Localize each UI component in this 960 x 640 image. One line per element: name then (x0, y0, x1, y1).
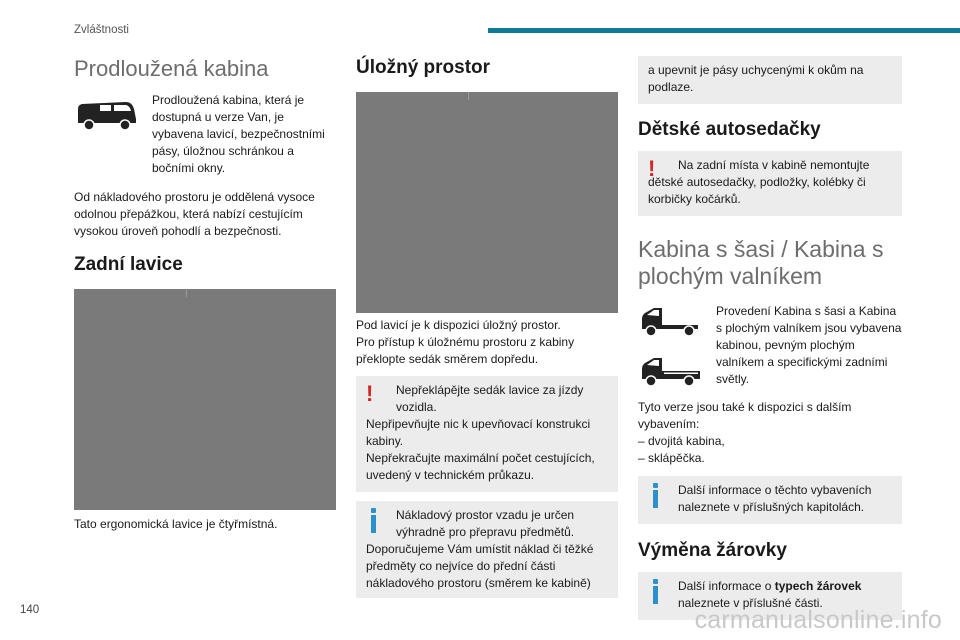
extended-cab-intro (74, 93, 336, 177)
van-icon (74, 97, 152, 138)
partition-paragraph: Od nákladového prostoru je oddělená vysoce odolnou přepážkou, která nabízí cestujícím vysokou úroveň pohodlí a bezpečnosti. (74, 190, 315, 239)
versions-line-2: – dvojitá kabina, (638, 433, 725, 448)
versions-line-1: Tyto verze jsou také k dispozici s dalším vybavením: (638, 399, 852, 431)
storage-photo (356, 92, 618, 313)
warning-text-1: Nepřeklápějte sedák lavice za jízdy vozidla. (396, 382, 584, 414)
info-icon (366, 508, 380, 534)
warning-icon: ! (648, 155, 656, 181)
bulb-types-emphasis: typech žárovek (774, 578, 862, 593)
chassis-info-text: Další informace o těchto vybaveních naleznete v příslušných kapitolách. (678, 482, 872, 514)
cargo-info-box (356, 501, 618, 598)
chassis-icons (638, 305, 716, 389)
page-number: 140 (20, 604, 40, 616)
cargo-info-text-2: Doporučujeme Vám umístit náklad či těžké předměty co nejvíce do přední části nákladového prostoru (směrem ke kabině) (366, 541, 594, 590)
column-3 (638, 52, 902, 620)
child-seat-warning-text: Na zadní místa v kabině nemontujte dětské autosedačky, podložky, kolébky či korbičky kočárků. (648, 157, 870, 206)
info-icon (648, 483, 662, 509)
storage-line-2: Pro přístup k úložnému prostoru z kabiny překlopte sedák směrem dopředu. (356, 334, 575, 366)
storage-line-1: Pod lavicí je k dispozici úložný prostor. (356, 317, 561, 332)
title-chassis-cab: Kabina s šasi / Kabina s plochým valníkem (638, 235, 884, 290)
versions-line-3: – sklápěčka. (638, 450, 705, 465)
title-child-seats: Dětské autosedačky (638, 119, 821, 140)
column-2 (356, 52, 618, 598)
chassis-intro (638, 305, 902, 389)
cargo-info-continued-text: a upevnit je pásy uchycenými k okům na podlaze. (648, 63, 864, 94)
title-bulb-replacement: Výměna žárovky (638, 539, 787, 561)
extended-cab-intro-text: Prodloužená kabina, která je dostupná u verze Van, je vybavena lavicí, bezpečnostními pásy, úložnou schránkou a bočními okny. (152, 93, 325, 176)
chassis-intro-text: Provedení Kabina s šasi a Kabina s plochým valníkem jsou vybavena kabinou, pevným plochým valníkem a specifickými zadními světly. (716, 303, 902, 386)
warning-text-3: Nepřekračujte maximální počet cestujících, uvedený v technickém průkazu. (366, 450, 595, 482)
column-1 (74, 52, 336, 533)
flatbed-truck-icon (638, 355, 702, 389)
bulb-info-suffix: naleznete v příslušné části. (678, 595, 823, 610)
cargo-info-text-1: Nákladový prostor vzadu je určen výhradně pro přepravu předmětů. (396, 507, 575, 539)
title-extended-cab: Prodloužená kabina (74, 56, 269, 81)
chassis-info-box (638, 476, 902, 524)
watermark: carmanualsonline.info (694, 606, 942, 634)
chassis-cab-icon (638, 305, 702, 339)
child-seat-warning-box (638, 151, 902, 216)
cargo-info-continued (638, 56, 902, 104)
warning-icon: ! (366, 380, 374, 406)
title-storage: Úložný prostor (356, 57, 491, 78)
section-header: Zvláštnosti (74, 24, 129, 36)
rear-bench-photo (74, 289, 336, 510)
bulb-info-prefix: Další informace o (678, 578, 775, 593)
info-icon (648, 579, 662, 605)
warning-text-2: Nepřipevňujte nic k upevňovací konstrukci kabiny. (366, 416, 591, 448)
storage-warning-box (356, 376, 618, 492)
rear-bench-caption: Tato ergonomická lavice je čtyřmístná. (74, 517, 278, 532)
title-rear-bench: Zadní lavice (74, 254, 183, 276)
header-accent-bar (488, 28, 960, 33)
